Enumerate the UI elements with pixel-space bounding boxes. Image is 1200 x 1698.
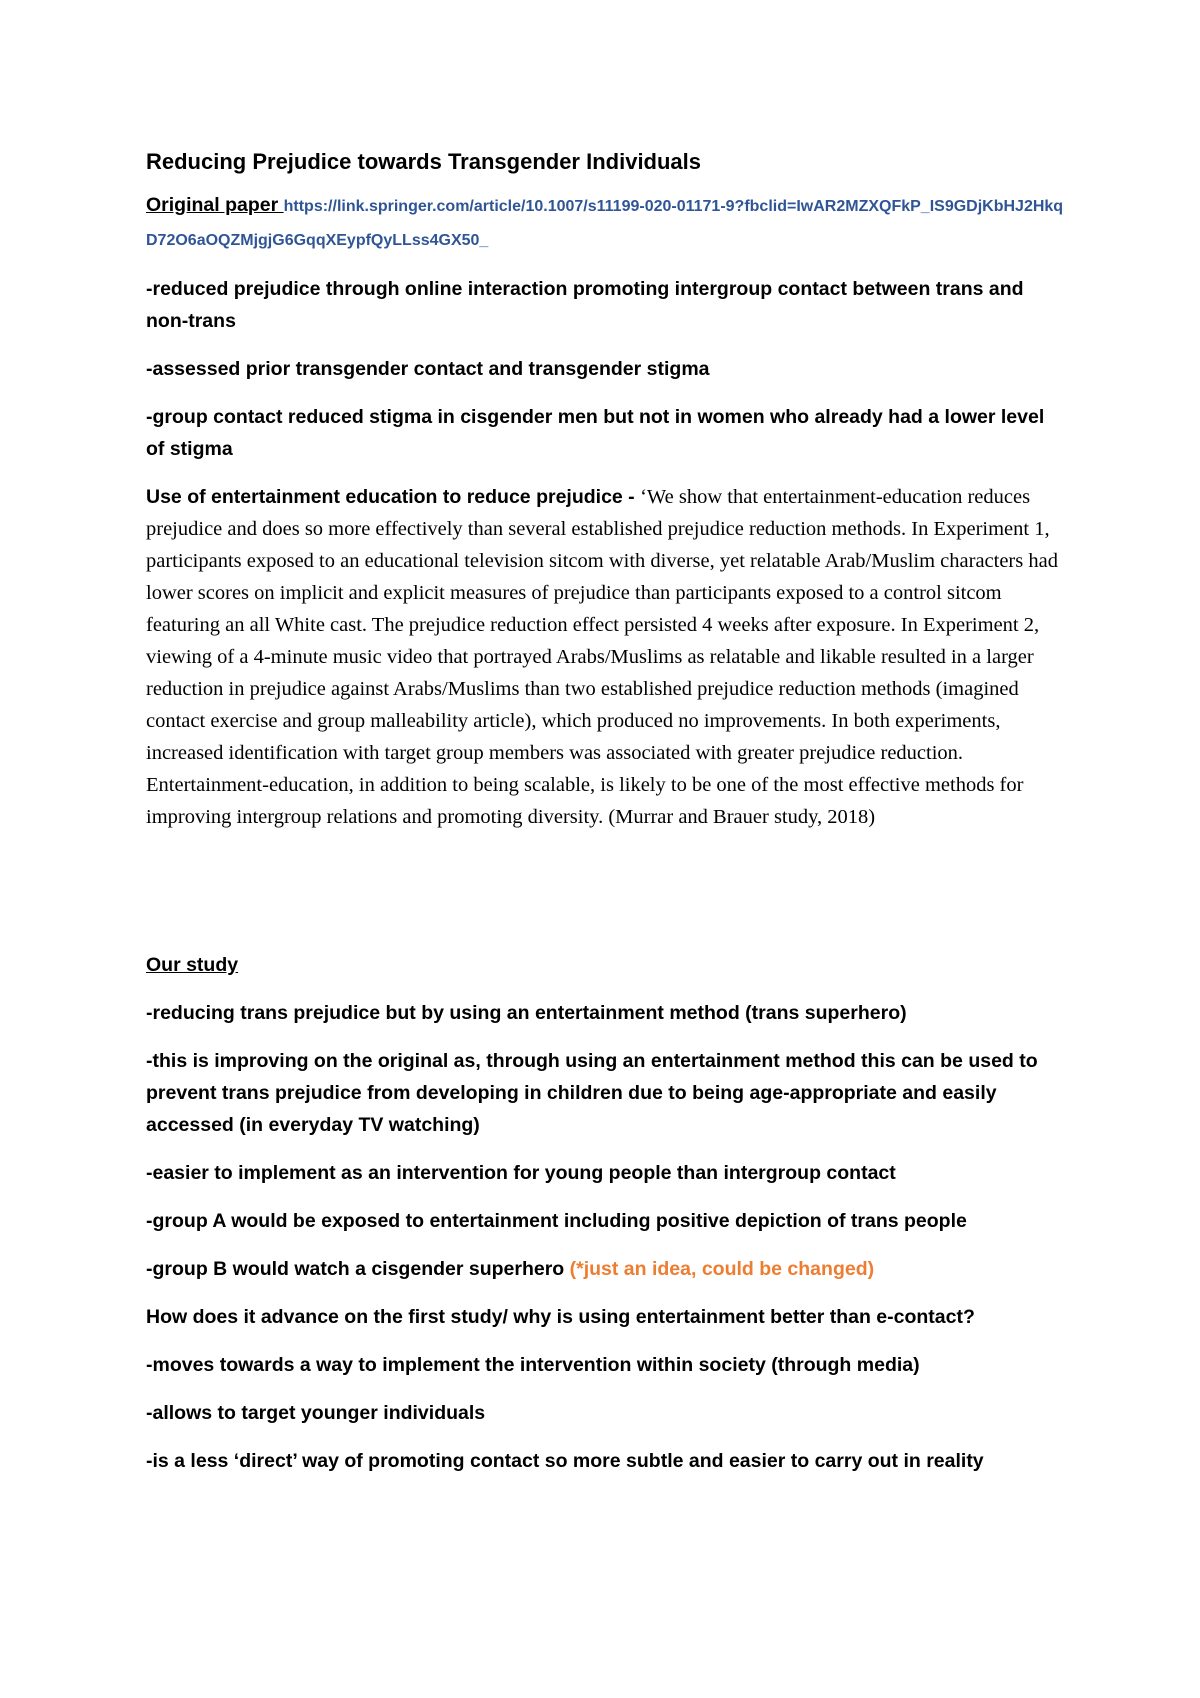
answer-society: -moves towards a way to implement the intervention within society (through media) [146, 1353, 920, 1376]
our-study-item-trans-superhero: -reducing trans prejudice but by using an entertainment method (trans superhero) [146, 1001, 907, 1024]
original-paper-line [146, 189, 1066, 257]
entertainment-quote: ‘We show that entertainment-education reduces prejudice and does so more effectively than several established prejudice reduction methods. In Experiment 1, participants exposed to an educational television sitcom with diverse, yet relatable Arab/Muslim characters had lower scores on implicit and explicit measures of prejudice than participants exposed to a control sitcom featuring an all White cast. The prejudice reduction effect persisted 4 weeks after exposure. In Experiment 2, viewing of a 4-minute music video that portrayed Arabs/Muslims as relatable and likable resulted in a larger reduction in prejudice against Arabs/Muslims than two established prejudice reduction methods (imagined contact exercise and group malleability article), which produced no improvements. In both experiments, increased identification with target group members was associated with greater prejudice reduction. Entertainment-education, in addition to being scalable, is likely to be one of the most effective methods for improving intergroup relations and promoting diversity. (Murrar and Brauer study, 2018) [146, 485, 1058, 828]
our-study-item-group-b [146, 1253, 1066, 1285]
entertainment-paragraph [146, 481, 1066, 833]
our-study-item-easier: -easier to implement as an intervention for young people than intergroup contact [146, 1161, 896, 1184]
document-page [146, 148, 1066, 1493]
our-study-item-improving: -this is improving on the original as, through using an entertainment method this can be used to prevent trans prejudice from developing in children due to being age-appropriate and easily accessed (in everyday TV watching) [146, 1049, 1038, 1136]
entertainment-dash: - [622, 485, 641, 508]
note-prior-contact: -assessed prior transgender contact and transgender stigma [146, 357, 710, 380]
advance-question: How does it advance on the first study/ why is using entertainment better than e-contact? [146, 1305, 975, 1328]
group-b-text: -group B would watch a cisgender superhero [146, 1257, 570, 1280]
note-online-interaction: -reduced prejudice through online interaction promoting intergroup contact between trans and non-trans [146, 277, 1024, 332]
answer-subtle: -is a less ‘direct’ way of promoting contact so more subtle and easier to carry out in reality [146, 1449, 984, 1472]
our-study-item-group-a: -group A would be exposed to entertainment including positive depiction of trans people [146, 1209, 967, 1232]
note-group-contact: -group contact reduced stigma in cisgender men but not in women who already had a lower level of stigma [146, 405, 1045, 460]
group-b-note: (*just an idea, could be changed) [569, 1257, 875, 1280]
original-paper-label: Original paper [146, 193, 284, 216]
answer-younger: -allows to target younger individuals [146, 1401, 486, 1424]
entertainment-heading: Use of entertainment education to reduce prejudice [146, 485, 623, 508]
document-title: Reducing Prejudice towards Transgender Individuals [146, 149, 702, 174]
original-paper-link[interactable]: https://link.springer.com/article/10.1007/s11199-020-01171-9?fbclid=IwAR2MZXQFkP_IS9GDjKbHJ2HkqD72O6aOQZMjgjG6GqqXEypfQyLLss4GX50_ [146, 197, 1064, 249]
section-spacer [146, 849, 1066, 949]
our-study-heading: Our study [146, 953, 239, 976]
